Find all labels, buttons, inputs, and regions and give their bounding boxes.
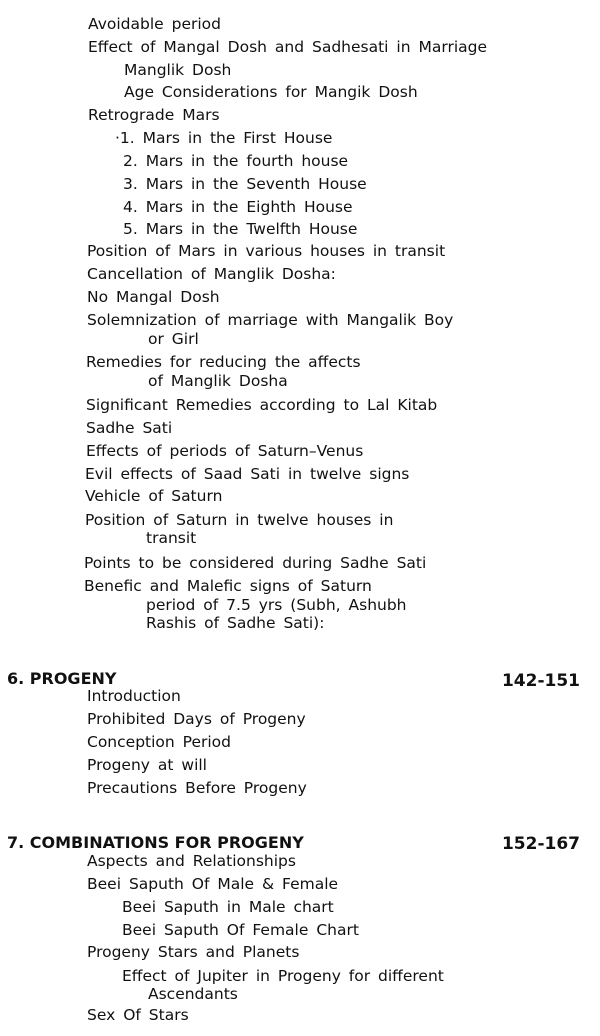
toc-entry: Progeny at will [87,756,207,774]
toc-entry-continuation: Ascendants [148,985,238,1003]
toc-subentry: Beei Saputh in Male chart [122,898,334,916]
toc-subentry: ·1. Mars in the First House [115,129,333,147]
toc-subentry: 3. Mars in the Seventh House [123,175,367,193]
toc-entry: Evil effects of Saad Sati in twelve signs [85,465,410,483]
toc-entry: No Mangal Dosh [87,288,220,306]
toc-entry: Solemnization of marriage with Mangalik Boy [87,311,454,329]
toc-entry-continuation: of Manglik Dosha [148,372,288,390]
toc-entry: Precautions Before Progeny [87,779,307,797]
toc-entry: Effects of periods of Saturn–Venus [86,442,364,460]
chapter-title: 6. PROGENY [7,669,117,688]
toc-entry: Avoidable period [88,15,221,33]
toc-entry: Sex Of Stars [87,1006,189,1024]
toc-subentry: Age Considerations for Mangik Dosh [124,83,418,101]
chapter-pages: 152-167 [501,834,580,854]
toc-subentry: 4. Mars in the Eighth House [123,198,353,216]
toc-entry: Benefic and Malefic signs of Saturn [84,577,372,595]
toc-subentry: 5. Mars in the Twelfth House [123,220,358,238]
toc-subentry: Beei Saputh Of Female Chart [122,921,359,939]
toc-entry: Significant Remedies according to Lal Kitab [86,396,438,414]
toc-entry: Position of Mars in various houses in transit [87,242,446,260]
toc-entry: Cancellation of Manglik Dosha: [87,265,336,283]
toc-entry-continuation: period of 7.5 yrs (Subh, Ashubh [146,596,407,614]
toc-entry: Conception Period [87,733,231,751]
toc-entry: Beei Saputh Of Male & Female [87,875,339,893]
toc-entry: Prohibited Days of Progeny [87,710,306,728]
toc-entry: Remedies for reducing the affects [86,353,361,371]
toc-subentry: 2. Mars in the fourth house [123,152,349,170]
toc-entry-continuation: transit [146,529,197,547]
chapter-pages: 142-151 [501,671,580,691]
toc-entry: Effect of Mangal Dosh and Sadhesati in Marriage [88,38,488,56]
toc-entry: Sadhe Sati [86,419,173,437]
toc-subentry: Manglik Dosh [124,61,232,79]
toc-entry: Points to be considered during Sadhe Sati [84,554,427,572]
chapter-title: 7. COMBINATIONS FOR PROGENY [7,833,304,852]
toc-entry: Introduction [87,687,181,705]
toc-subentry: Effect of Jupiter in Progeny for different [122,967,444,985]
toc-entry: Retrograde Mars [88,106,220,124]
toc-entry-continuation: or Girl [148,330,199,348]
toc-entry-continuation: Rashis of Sadhe Sati): [146,614,325,632]
toc-entry: Aspects and Relationships [87,852,296,870]
toc-entry: Progeny Stars and Planets [87,943,300,961]
toc-entry: Vehicle of Saturn [85,487,223,505]
toc-entry: Position of Saturn in twelve houses in [85,511,394,529]
